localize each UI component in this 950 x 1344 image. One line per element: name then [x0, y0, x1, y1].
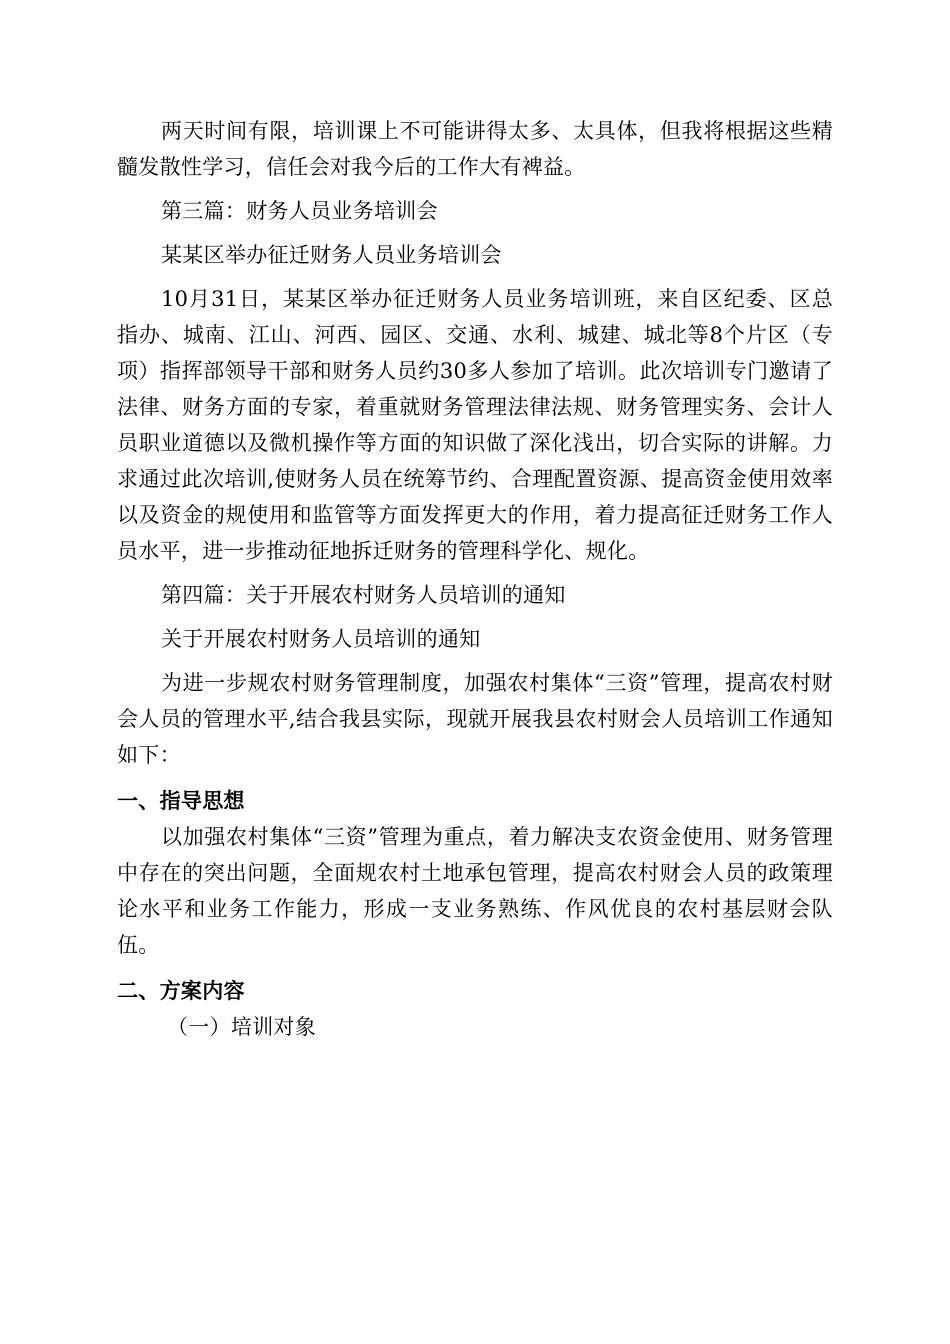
part4-title: 第四篇：关于开展农村财务人员培训的通知	[161, 583, 566, 607]
part3-subtitle: 某某区举办征迁财务人员业务培训会	[161, 243, 502, 267]
intro-paragraph: 两天时间有限，培训课上不可能讲得太多、太具体，但我将根据这些精髓发散性学习，信任会对我今后的工作大有裨益。	[117, 119, 833, 179]
guiding-thought-paragraph: 以加强农村集体“三资”管理为重点，着力解决支农资金使用、财务管理中存在的突出问题，全面规农村土地承包管理，提高农村财会人员的政策理论水平和业务工作能力，形成一支业务熟练、作风优良的农村基层财会队伍。	[117, 825, 833, 957]
part4-subtitle: 关于开展农村财务人员培训的通知	[161, 627, 481, 651]
section-heading-guiding-thought: 一、指导思想	[117, 789, 245, 813]
part3-paragraph: 10月31日，某某区举办征迁财务人员业务培训班，来自区纪委、区总指办、城南、江山、河西、园区、交通、水利、城建、城北等8个片区（专项）指挥部领导干部和财务人员约30多人参加了培训。此次培训专门邀请了法律、财务方面的专家，着重就财务管理法律法规、财务管理实务、会计人员职业道德以及微机操作等方面的知识做了深化浅出，切合实际的讲解。力求通过此次培训,使财务人员在统筹节约、合理配置资源、提高资金使用效率以及资金的规使用和监管等方面发挥更大的作用，着力提高征迁财务工作人员水平，进一步推动征地拆迁财务的管理科学化、规化。	[117, 287, 833, 563]
subsection-heading-training-target: （一）培训对象	[167, 1015, 317, 1039]
section-heading-plan-content: 二、方案内容	[117, 979, 245, 1003]
document-body	[117, 113, 833, 1045]
part3-title: 第三篇：财务人员业务培训会	[161, 199, 438, 223]
part4-paragraph: 为进一步规农村财务管理制度，加强农村集体“三资”管理，提高农村财会人员的管理水平,结合我县实际，现就开展我县农村财会人员培训工作通知如下：	[117, 671, 833, 767]
